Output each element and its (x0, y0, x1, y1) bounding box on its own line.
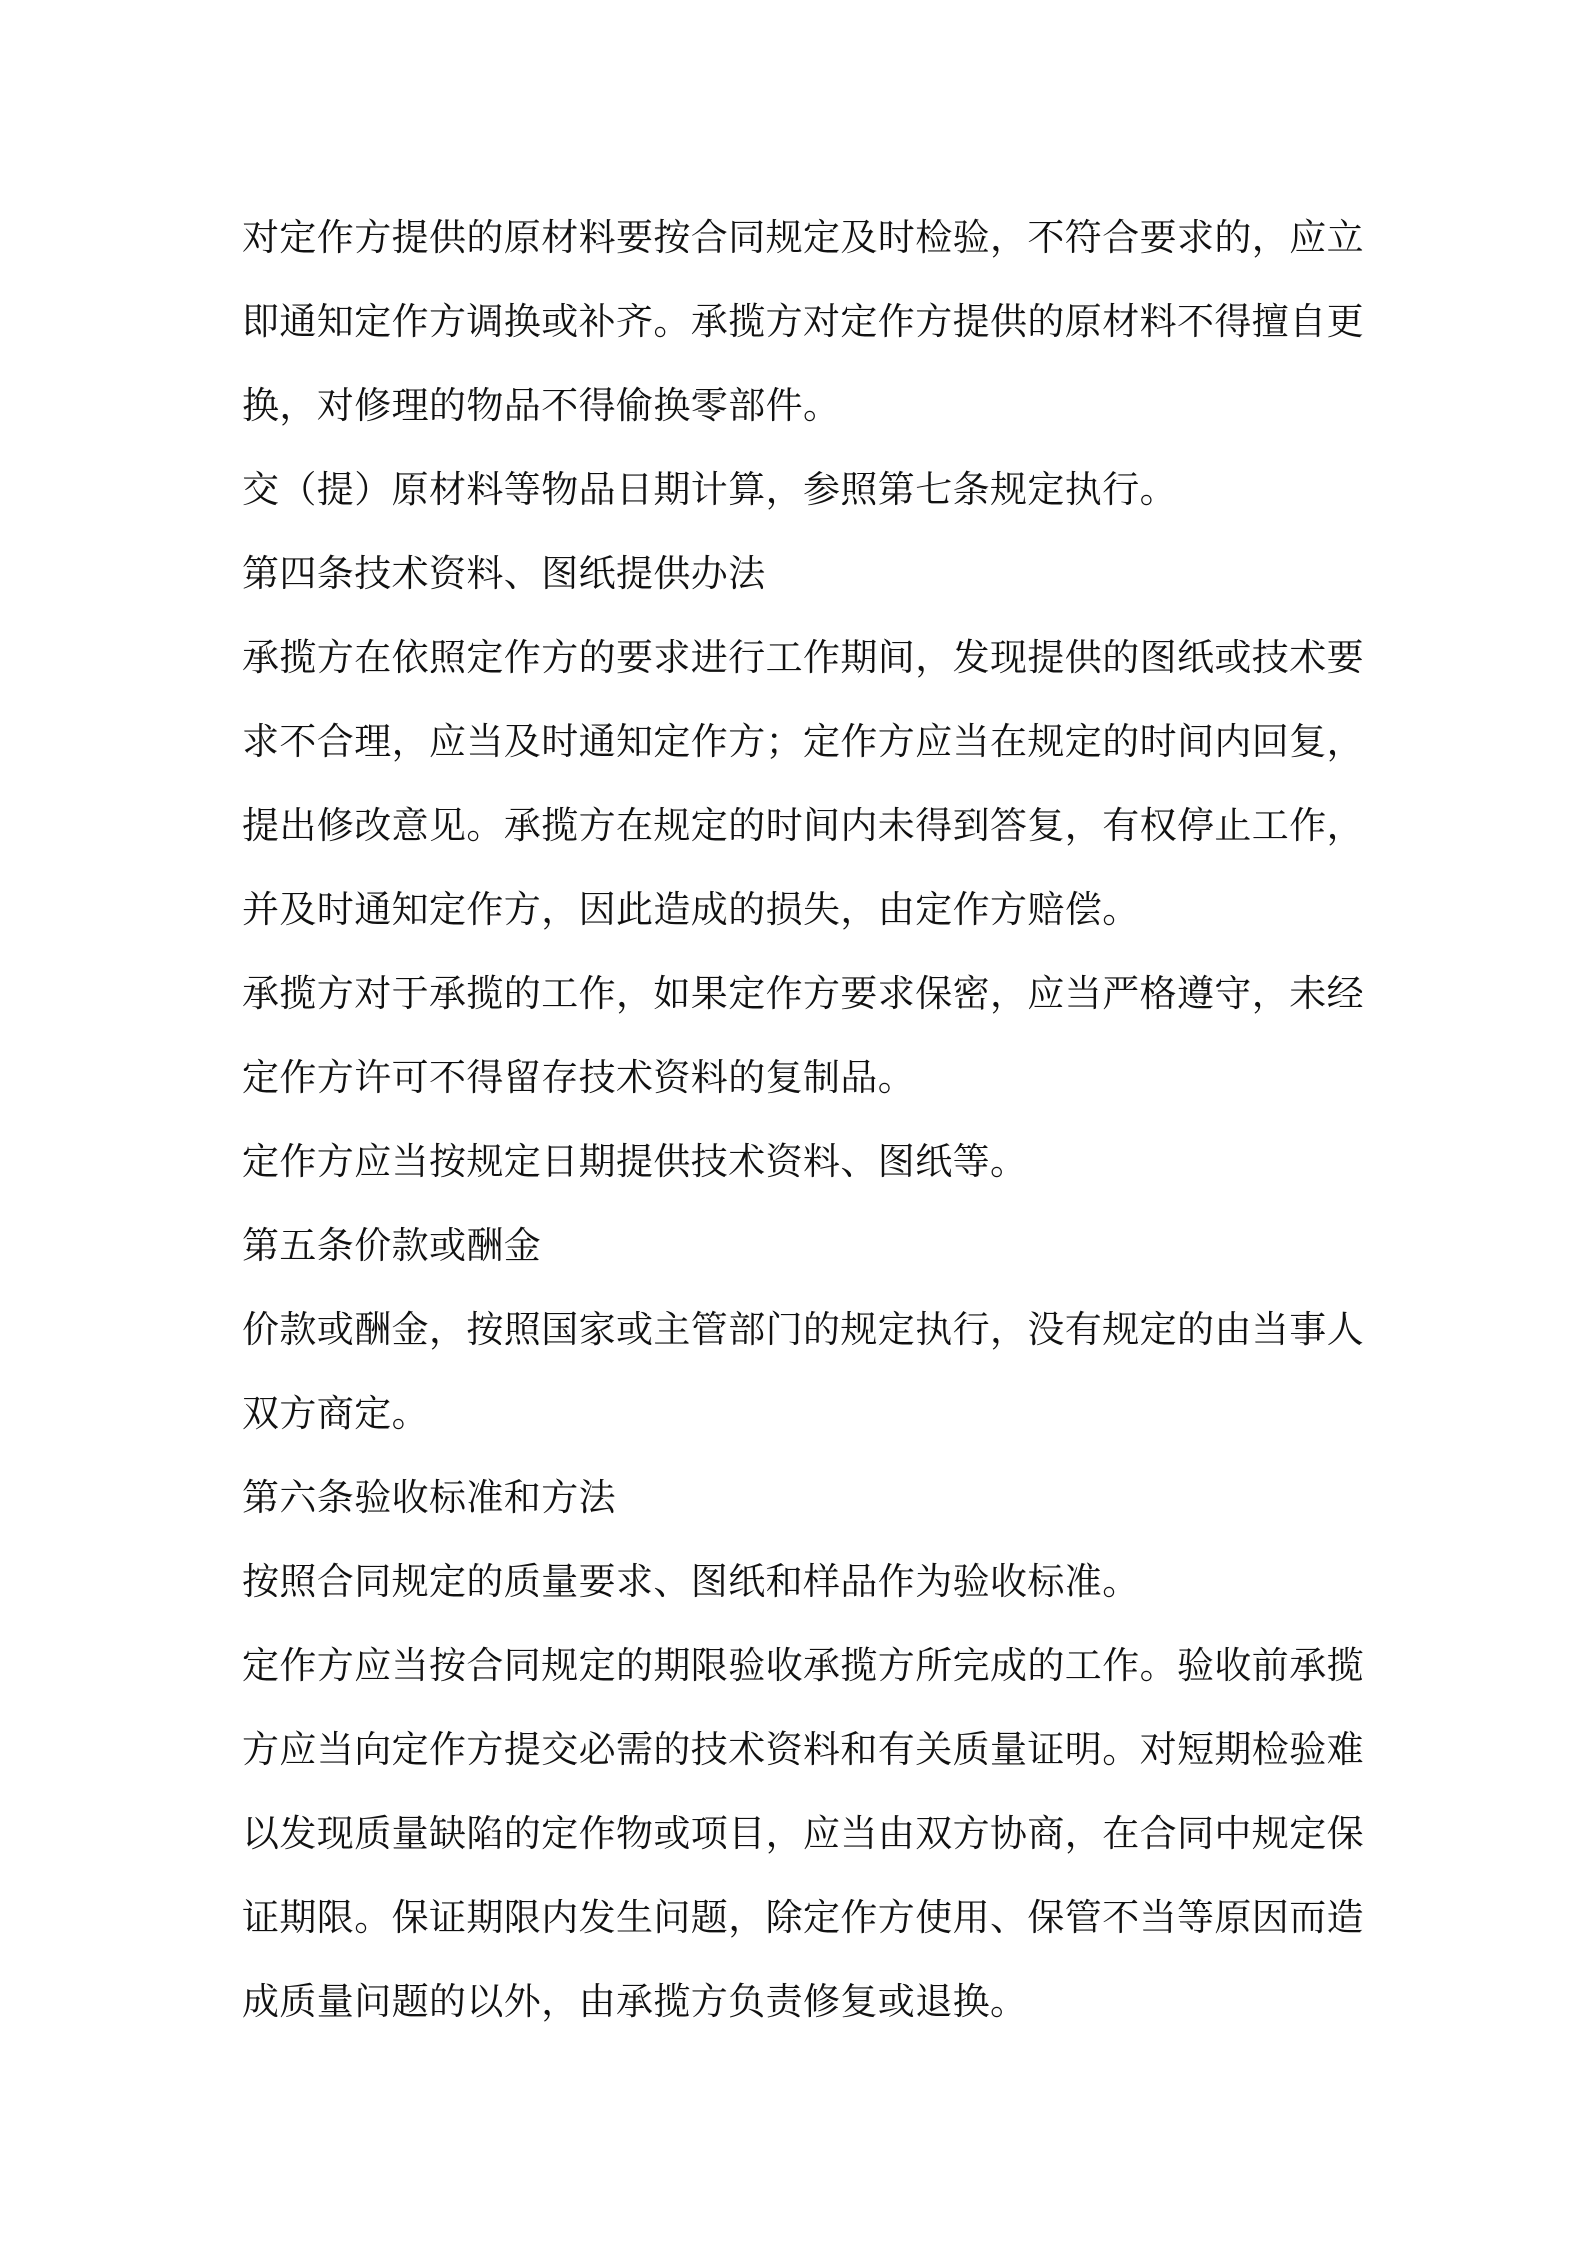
text-line: 按照合同规定的质量要求、图纸和样品作为验收标准。 (242, 1560, 1140, 1603)
text-line: 方应当向定作方提交必需的技术资料和有关质量证明。对短期检验难 (242, 1728, 1364, 1771)
text-line: 以发现质量缺陷的定作物或项目，应当由双方协商，在合同中规定保 (242, 1812, 1364, 1855)
section-heading: 第六条验收标准和方法 (242, 1476, 616, 1519)
text-line: 定作方许可不得留存技术资料的复制品。 (242, 1056, 916, 1099)
text-line: 承揽方对于承揽的工作，如果定作方要求保密，应当严格遵守，未经 (242, 972, 1364, 1015)
text-line: 双方商定。 (242, 1392, 429, 1435)
text-line: 证期限。保证期限内发生问题，除定作方使用、保管不当等原因而造 (242, 1896, 1364, 1939)
text-line: 求不合理，应当及时通知定作方；定作方应当在规定的时间内回复， (242, 720, 1364, 763)
text-line: 交（提）原材料等物品日期计算，参照第七条规定执行。 (242, 468, 1177, 511)
text-line: 即通知定作方调换或补齐。承揽方对定作方提供的原材料不得擅自更 (242, 300, 1364, 343)
document-body (242, 196, 1364, 2044)
text-line: 对定作方提供的原材料要按合同规定及时检验，不符合要求的，应立 (242, 216, 1364, 259)
text-line: 提出修改意见。承揽方在规定的时间内未得到答复，有权停止工作， (242, 804, 1364, 847)
text-line: 价款或酬金，按照国家或主管部门的规定执行，没有规定的由当事人 (242, 1308, 1364, 1351)
text-line: 换，对修理的物品不得偷换零部件。 (242, 384, 841, 427)
text-line: 定作方应当按合同规定的期限验收承揽方所完成的工作。验收前承揽 (242, 1644, 1364, 1687)
text-line: 成质量问题的以外，由承揽方负责修复或退换。 (242, 1980, 1028, 2023)
text-line: 承揽方在依照定作方的要求进行工作期间，发现提供的图纸或技术要 (242, 636, 1364, 679)
section-heading: 第五条价款或酬金 (242, 1224, 542, 1267)
text-line: 定作方应当按规定日期提供技术资料、图纸等。 (242, 1140, 1028, 1183)
text-line: 并及时通知定作方，因此造成的损失，由定作方赔偿。 (242, 888, 1140, 931)
section-heading: 第四条技术资料、图纸提供办法 (242, 552, 766, 595)
